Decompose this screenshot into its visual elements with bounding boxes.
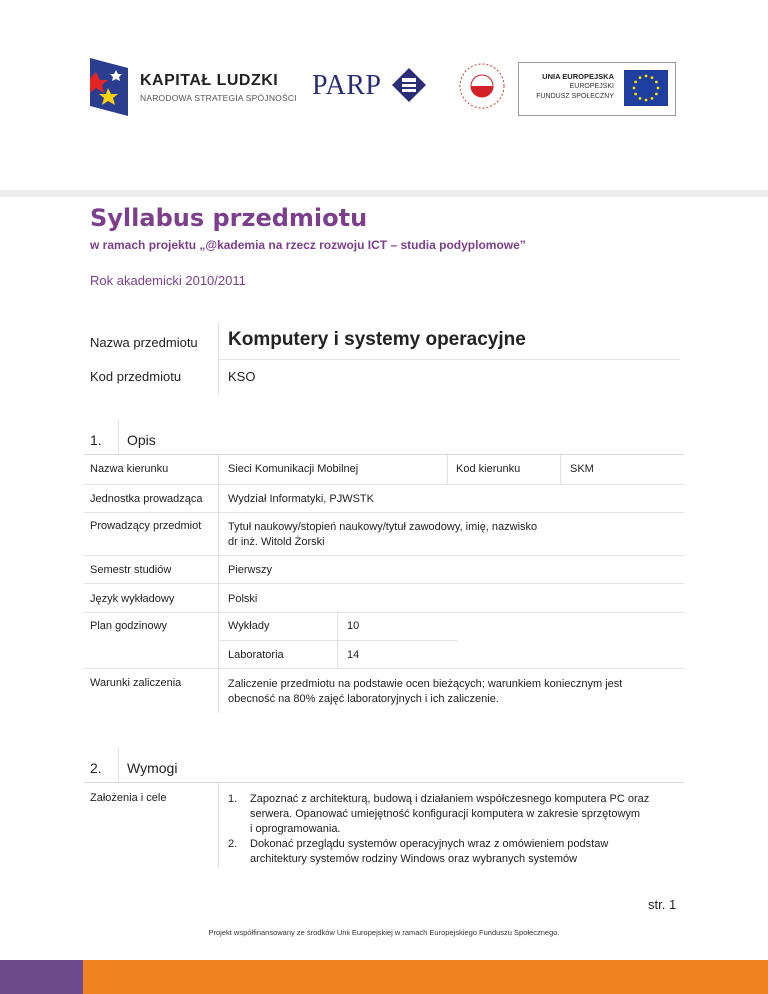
list-item bbox=[218, 837, 688, 867]
goals-list bbox=[218, 792, 688, 867]
section-1-title: Opis bbox=[127, 432, 156, 448]
wyklady-value: 10 bbox=[347, 620, 360, 632]
kapital-ludzki-subtitle: NARODOWA STRATEGIA SPÓJNOŚCI bbox=[140, 93, 297, 103]
list-item-line: serwera. Opanować umiejętność konfiguracji komputera w zakresie sprzętowym bbox=[250, 808, 641, 820]
list-item bbox=[218, 792, 688, 837]
page-title: Syllabus przedmiotu bbox=[90, 204, 368, 232]
jezyk-label: Język wykładowy bbox=[90, 593, 175, 605]
section-1-column-divider bbox=[218, 455, 219, 713]
list-item-line: Dokonać przeglądu systemów operacyjnych wraz z omówieniem podstaw bbox=[250, 838, 609, 850]
jezyk-value: Polski bbox=[228, 593, 258, 605]
course-name-value: Komputery i systemy operacyjne bbox=[228, 329, 526, 350]
parp-logo-icon bbox=[392, 68, 426, 102]
warunki-line2: obecność na 80% zajęć laboratoryjnych i ich zaliczenie. bbox=[228, 693, 499, 705]
zalozenia-label: Założenia i cele bbox=[90, 792, 167, 804]
eu-logo-line3: FUNDUSZ SPOŁECZNY bbox=[536, 93, 614, 100]
section-1-rule bbox=[84, 454, 684, 455]
section-2-title: Wymogi bbox=[127, 760, 178, 776]
kierunek-value: Sieci Komunikacji Mobilnej bbox=[228, 463, 359, 475]
jednostka-label: Jednostka prowadząca bbox=[90, 493, 203, 505]
row-divider bbox=[84, 512, 684, 513]
kod-kierunku-label: Kod kierunku bbox=[456, 463, 521, 475]
warunki-label: Warunki zaliczenia bbox=[90, 677, 182, 689]
university-seal-icon bbox=[458, 62, 506, 110]
section-2-number: 2. bbox=[90, 760, 102, 776]
wyklady-label: Wykłady bbox=[228, 620, 270, 632]
prowadzacy-line2: dr inż. Witold Żorski bbox=[228, 536, 325, 548]
kod-kierunku-value: SKM bbox=[570, 463, 594, 475]
row-divider bbox=[84, 668, 684, 669]
prowadzacy-label: Prowadzący przedmiot bbox=[90, 520, 202, 532]
course-code-value: KSO bbox=[228, 369, 256, 384]
kapital-ludzki-logo-icon bbox=[90, 58, 128, 116]
meta-divider bbox=[218, 359, 680, 360]
row-divider bbox=[84, 583, 684, 584]
eu-logo-line1: UNIA EUROPEJSKA bbox=[542, 72, 614, 81]
list-item-line: architektury systemów rodziny Windows oraz wybranych systemów bbox=[250, 853, 578, 865]
page-subtitle: w ramach projektu „@kademia na rzecz rozwoju ICT – studia podyplomowe” bbox=[90, 238, 526, 252]
kod-kierunku-value-divider bbox=[560, 455, 561, 485]
row-divider bbox=[84, 484, 684, 485]
list-item-line: i oprogramowania. bbox=[250, 823, 341, 835]
meta-column-divider bbox=[218, 322, 219, 394]
footer-bar-purple bbox=[0, 960, 83, 994]
section-1-number: 1. bbox=[90, 432, 102, 448]
academic-year: Rok akademicki 2010/2011 bbox=[90, 273, 246, 288]
parp-logo-text: PARP bbox=[312, 70, 382, 101]
lab-value: 14 bbox=[347, 649, 360, 661]
list-item-number: 2. bbox=[228, 838, 238, 850]
prowadzacy-line1: Tytuł naukowy/stopień naukowy/tytuł zawodowy, imię, nazwisko bbox=[228, 521, 538, 533]
plan-inner-divider bbox=[218, 640, 458, 641]
section-1-number-divider bbox=[118, 420, 119, 454]
warunki-line1: Zaliczenie przedmiotu na podstawie ocen bieżących; warunkiem koniecznym jest bbox=[228, 678, 623, 690]
row-divider bbox=[84, 612, 684, 613]
eu-flag-icon bbox=[624, 70, 668, 106]
eu-logo-line2: EUROPEJSKI bbox=[569, 83, 614, 90]
list-item-number: 1. bbox=[228, 793, 238, 805]
plan-label: Plan godzinowy bbox=[90, 620, 168, 632]
kierunek-label: Nazwa kierunku bbox=[90, 463, 169, 475]
row-divider bbox=[84, 555, 684, 556]
lab-label: Laboratoria bbox=[228, 649, 284, 661]
section-2-rule bbox=[84, 782, 684, 783]
course-code-label: Kod przedmiotu bbox=[90, 369, 182, 384]
header-divider-band bbox=[0, 190, 768, 197]
course-name-label: Nazwa przedmiotu bbox=[90, 335, 198, 350]
footer-bar-orange bbox=[83, 960, 768, 994]
kapital-ludzki-title: KAPITAŁ LUDZKI bbox=[140, 72, 279, 89]
page-number: str. 1 bbox=[648, 897, 677, 912]
list-item-line: Zapoznać z architekturą, budową i działaniem współczesnego komputera PC oraz bbox=[250, 793, 650, 805]
semestr-value: Pierwszy bbox=[228, 564, 273, 576]
kod-kierunku-divider bbox=[447, 455, 448, 485]
section-2-number-divider bbox=[118, 748, 119, 782]
semestr-label: Semestr studiów bbox=[90, 564, 172, 576]
jednostka-value: Wydział Informatyki, PJWSTK bbox=[228, 493, 374, 505]
funding-note: Projekt współfinansowany ze środków Unii Europejskiej w ramach Europejskiego Funduszu Społecznego. bbox=[208, 928, 560, 937]
plan-column-divider bbox=[337, 612, 338, 668]
